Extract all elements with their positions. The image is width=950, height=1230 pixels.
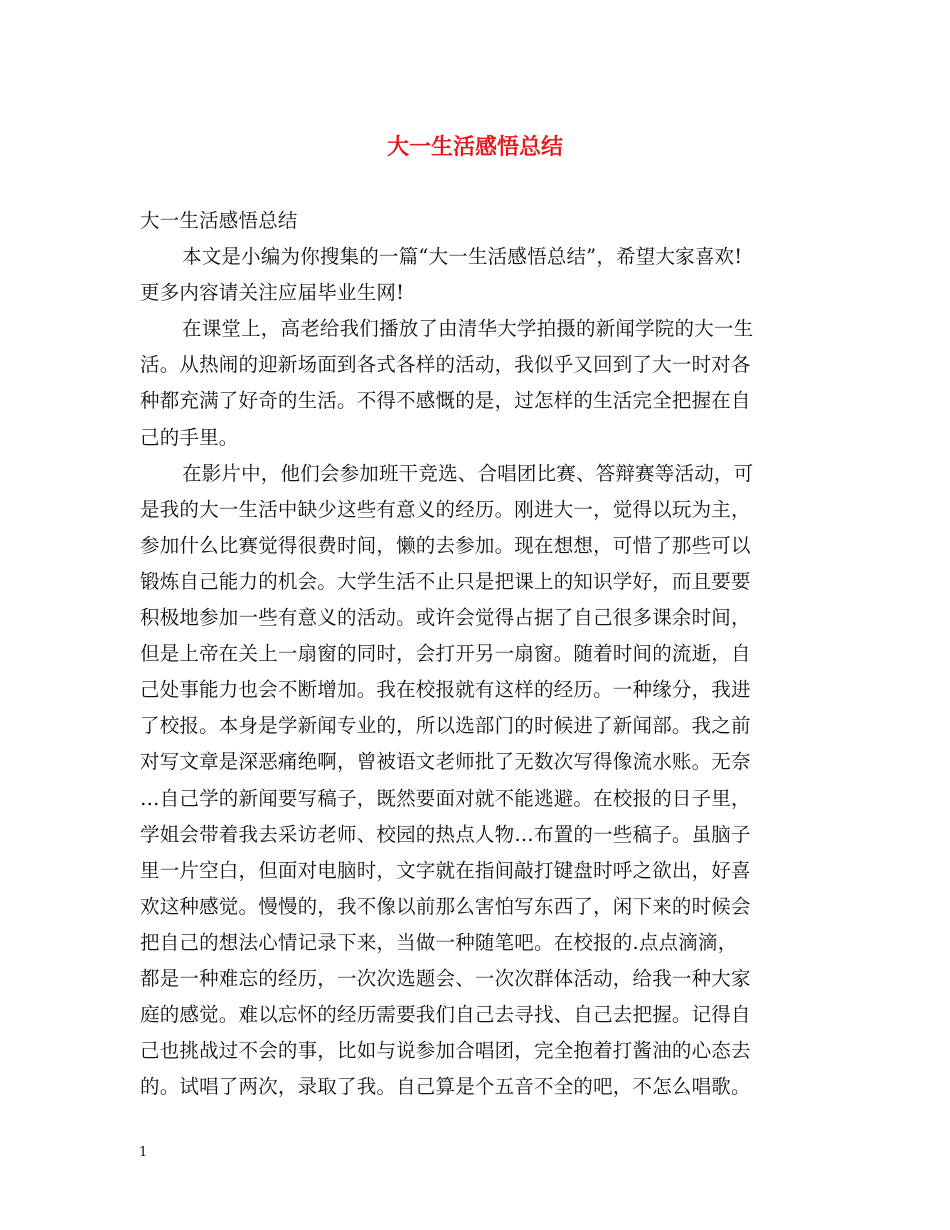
text-line: 己也挑战过不会的事，比如与说参加合唱团，完全抱着打酱油的心态去 [140,1039,751,1063]
text-line: 在课堂上，高老给我们播放了由清华大学拍摄的新闻学院的大一生 [182,317,754,341]
text-line: 里一片空白，但面对电脑时，文字就在指间敲打键盘时呼之欲出，好喜 [140,858,751,882]
document-body [140,203,812,1105]
text-line: 更多内容请关注应届毕业生网! [140,281,405,305]
text-line: 学姐会带着我去采访老师、校园的热点人物…布置的一些稿子。虽脑子 [140,822,751,846]
text-line: 对写文章是深恶痛绝啊，曾被语文老师批了无数次写得像流水账。无奈 [140,750,751,774]
page-number: 1 [139,1145,148,1160]
text-line: 但是上帝在关上一扇窗的同时，会打开另一扇窗。随着时间的流逝，自 [140,642,751,666]
text-line: 在影片中，他们会参加班干竞选、合唱团比赛、答辩赛等活动，可 [182,461,754,485]
document-title: 大一生活感悟总结 [386,135,563,160]
text-line: 积极地参加一些有意义的活动。或许会觉得占据了自己很多课余时间， [140,606,751,630]
text-line: 活。从热闹的迎新场面到各式各样的活动，我似乎又回到了大一时对各 [140,353,751,377]
text-line: 是我的大一生活中缺少这些有意义的经历。刚进大一，觉得以玩为主， [140,497,751,521]
body-text [140,239,812,1105]
text-line: 己处事能力也会不断增加。我在校报就有这样的经历。一种缘分，我进 [140,678,751,702]
text-line: 庭的感觉。难以忘怀的经历需要我们自己去寻找、自己去把握。记得自 [140,1003,751,1027]
text-line: 都是一种难忘的经历，一次次选题会、一次次群体活动，给我一种大家 [140,966,751,990]
text-line: 欢这种感觉。慢慢的，我不像以前那么害怕写东西了，闲下来的时候会 [140,894,751,918]
text-line: 己的手里。 [140,425,239,449]
text-line: 本文是小编为你搜集的一篇“大一生活感悟总结”，希望大家喜欢! [182,245,743,269]
text-line: 把自己的想法心情记录下来，当做一种随笔吧。在校报的.点点滴滴， [140,930,738,954]
text-line: 参加什么比赛觉得很费时间，懒的去参加。现在想想，可惜了那些可以 [140,533,751,557]
text-line: 种都充满了好奇的生活。不得不感慨的是，过怎样的生活完全把握在自 [140,389,751,413]
text-line: 锻炼自己能力的机会。大学生活不止只是把课上的知识学好，而且要要 [140,569,751,593]
text-line: 了校报。本身是学新闻专业的，所以选部门的时候进了新闻部。我之前 [140,714,751,738]
text-line: …自己学的新闻要写稿子，既然要面对就不能逃避。在校报的日子里， [140,786,751,810]
text-line: 的。试唱了两次，录取了我。自己算是个五音不全的吧，不怎么唱歌。 [140,1075,751,1099]
document-subtitle: 大一生活感悟总结 [140,209,298,232]
